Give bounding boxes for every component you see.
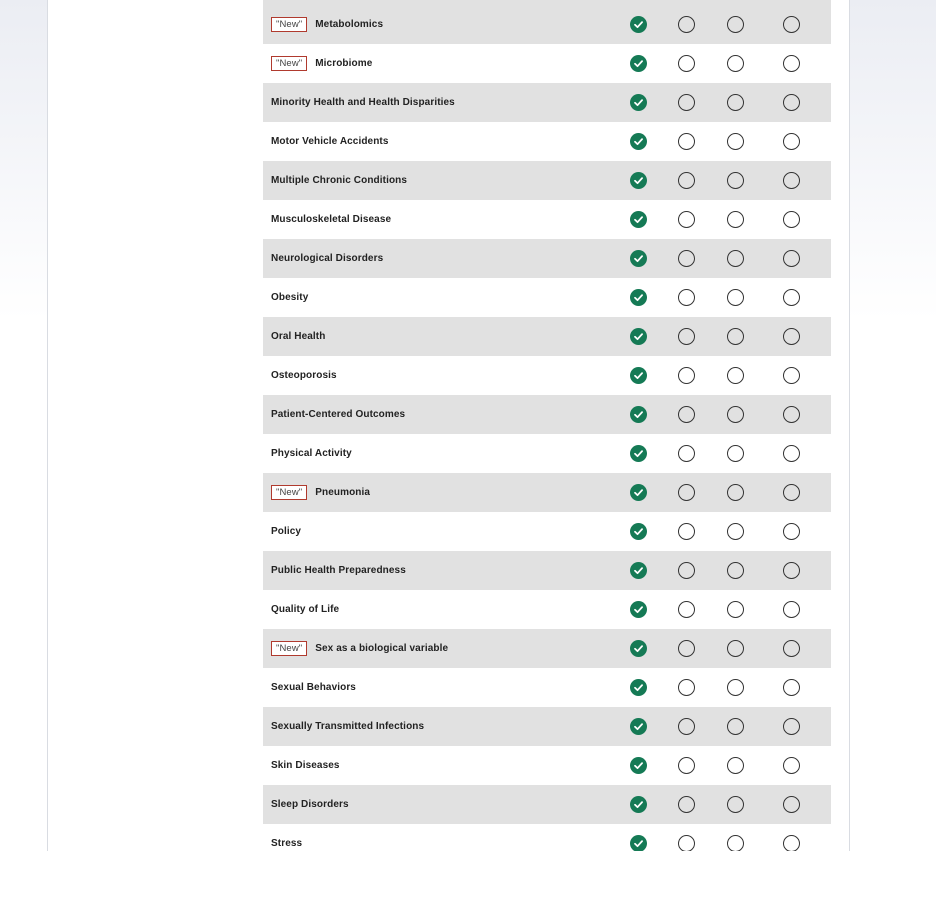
- topic-name: Sex as a biological variable: [315, 643, 449, 654]
- check-circle-icon[interactable]: [630, 601, 647, 618]
- radio-icon[interactable]: [783, 406, 800, 423]
- radio-icon[interactable]: [727, 835, 744, 851]
- radio-icon[interactable]: [678, 601, 695, 618]
- radio-icon[interactable]: [783, 484, 800, 501]
- radio-icon[interactable]: [727, 250, 744, 267]
- check-circle-icon[interactable]: [630, 757, 647, 774]
- topic-label: [271, 239, 383, 278]
- topic-name: Osteoporosis: [271, 370, 337, 381]
- topic-name: Policy: [271, 526, 302, 537]
- topic-name: Minority Health and Health Disparities: [271, 97, 455, 108]
- radio-icon[interactable]: [727, 523, 744, 540]
- check-circle-icon[interactable]: [630, 250, 647, 267]
- radio-icon[interactable]: [783, 367, 800, 384]
- topic-name: Public Health Preparedness: [271, 565, 406, 576]
- check-circle-icon[interactable]: [630, 406, 647, 423]
- radio-icon[interactable]: [678, 718, 695, 735]
- table-row: [263, 122, 831, 161]
- topic-label: [271, 83, 455, 122]
- check-circle-icon[interactable]: [630, 835, 647, 851]
- topic-label: [271, 5, 383, 44]
- radio-icon[interactable]: [678, 289, 695, 306]
- topic-label: [271, 161, 407, 200]
- topic-name: Skin Diseases: [271, 760, 340, 771]
- radio-icon[interactable]: [727, 211, 744, 228]
- check-circle-icon[interactable]: [630, 172, 647, 189]
- topic-label: [271, 395, 405, 434]
- radio-icon[interactable]: [783, 211, 800, 228]
- check-circle-icon[interactable]: [630, 55, 647, 72]
- radio-icon[interactable]: [783, 562, 800, 579]
- radio-icon[interactable]: [678, 55, 695, 72]
- topic-label: [271, 668, 356, 707]
- radio-icon[interactable]: [727, 601, 744, 618]
- topic-name: Sleep Disorders: [271, 799, 349, 810]
- radio-icon[interactable]: [727, 679, 744, 696]
- check-circle-icon[interactable]: [630, 718, 647, 735]
- table-row: [263, 707, 831, 746]
- table-row: [263, 356, 831, 395]
- topic-label: [271, 551, 406, 590]
- check-circle-icon[interactable]: [630, 133, 647, 150]
- check-circle-icon[interactable]: [630, 328, 647, 345]
- table-row: [263, 200, 831, 239]
- radio-icon[interactable]: [727, 16, 744, 33]
- radio-icon[interactable]: [727, 757, 744, 774]
- radio-icon[interactable]: [678, 523, 695, 540]
- table-row: [263, 824, 831, 851]
- radio-icon[interactable]: [678, 679, 695, 696]
- topic-name: Oral Health: [271, 331, 326, 342]
- radio-icon[interactable]: [783, 757, 800, 774]
- check-circle-icon[interactable]: [630, 484, 647, 501]
- radio-icon[interactable]: [678, 367, 695, 384]
- table-row: [263, 5, 831, 44]
- topic-label: [271, 356, 337, 395]
- radio-icon[interactable]: [678, 250, 695, 267]
- topic-label: [271, 590, 339, 629]
- topic-name: Pneumonia: [315, 487, 371, 498]
- radio-icon[interactable]: [783, 796, 800, 813]
- check-circle-icon[interactable]: [630, 445, 647, 462]
- radio-icon[interactable]: [727, 445, 744, 462]
- radio-icon[interactable]: [678, 94, 695, 111]
- topic-label: [271, 785, 349, 824]
- radio-icon[interactable]: [727, 562, 744, 579]
- radio-icon[interactable]: [783, 445, 800, 462]
- radio-icon[interactable]: [783, 328, 800, 345]
- check-circle-icon[interactable]: [630, 94, 647, 111]
- radio-icon[interactable]: [678, 406, 695, 423]
- radio-icon[interactable]: [727, 640, 744, 657]
- table-row: [263, 44, 831, 83]
- radio-icon[interactable]: [678, 133, 695, 150]
- radio-icon[interactable]: [678, 445, 695, 462]
- topic-label: [271, 434, 352, 473]
- radio-icon[interactable]: [783, 640, 800, 657]
- check-circle-icon[interactable]: [630, 640, 647, 657]
- topic-label: [271, 200, 391, 239]
- radio-icon[interactable]: [727, 328, 744, 345]
- table-row: [263, 395, 831, 434]
- check-circle-icon[interactable]: [630, 211, 647, 228]
- radio-icon[interactable]: [678, 562, 695, 579]
- topic-name: Physical Activity: [271, 448, 352, 459]
- radio-icon[interactable]: [727, 718, 744, 735]
- topic-label: [271, 629, 448, 668]
- radio-icon[interactable]: [678, 757, 695, 774]
- radio-icon[interactable]: [727, 55, 744, 72]
- radio-icon[interactable]: [783, 679, 800, 696]
- table-row: [263, 629, 831, 668]
- radio-icon[interactable]: [678, 835, 695, 851]
- radio-icon[interactable]: [783, 718, 800, 735]
- radio-icon[interactable]: [678, 328, 695, 345]
- topic-label: [271, 473, 370, 512]
- radio-icon[interactable]: [727, 172, 744, 189]
- check-circle-icon[interactable]: [630, 679, 647, 696]
- radio-icon[interactable]: [727, 133, 744, 150]
- table-row: [263, 746, 831, 785]
- radio-icon[interactable]: [678, 796, 695, 813]
- topic-name: Sexual Behaviors: [271, 682, 356, 693]
- topic-name: Patient-Centered Outcomes: [271, 409, 406, 420]
- new-badge: "New": [271, 485, 307, 500]
- table-row: [263, 239, 831, 278]
- radio-icon[interactable]: [783, 601, 800, 618]
- table-row: [263, 590, 831, 629]
- topic-interest-table: [263, 5, 831, 851]
- topic-label: [271, 122, 389, 161]
- topic-label: [271, 278, 308, 317]
- radio-icon[interactable]: [727, 484, 744, 501]
- table-row: [263, 551, 831, 590]
- topic-label: [271, 512, 301, 551]
- radio-icon[interactable]: [678, 211, 695, 228]
- topic-name: Sexually Transmitted Infections: [271, 721, 425, 732]
- topic-label: [271, 44, 372, 83]
- table-row: [263, 161, 831, 200]
- radio-icon[interactable]: [783, 133, 800, 150]
- check-circle-icon[interactable]: [630, 523, 647, 540]
- topic-label: [271, 707, 424, 746]
- radio-icon[interactable]: [727, 406, 744, 423]
- topic-name: Musculoskeletal Disease: [271, 214, 392, 225]
- new-badge: "New": [271, 17, 307, 32]
- radio-icon[interactable]: [727, 796, 744, 813]
- check-circle-icon[interactable]: [630, 367, 647, 384]
- table-row: [263, 785, 831, 824]
- topic-name: Motor Vehicle Accidents: [271, 136, 389, 147]
- radio-icon[interactable]: [783, 250, 800, 267]
- table-row: [263, 512, 831, 551]
- topic-name: Microbiome: [315, 58, 373, 69]
- new-badge: "New": [271, 56, 307, 71]
- radio-icon[interactable]: [783, 172, 800, 189]
- table-row: [263, 83, 831, 122]
- table-row: [263, 317, 831, 356]
- topic-label: [271, 746, 340, 785]
- check-circle-icon[interactable]: [630, 16, 647, 33]
- radio-icon[interactable]: [783, 523, 800, 540]
- radio-icon[interactable]: [783, 289, 800, 306]
- topic-label: [271, 317, 325, 356]
- radio-icon[interactable]: [727, 289, 744, 306]
- table-row: [263, 434, 831, 473]
- check-circle-icon[interactable]: [630, 796, 647, 813]
- radio-icon[interactable]: [783, 835, 800, 851]
- topic-name: Stress: [271, 838, 303, 849]
- radio-icon[interactable]: [783, 94, 800, 111]
- topic-name: Neurological Disorders: [271, 253, 384, 264]
- radio-icon[interactable]: [678, 172, 695, 189]
- topic-name: Metabolomics: [315, 19, 384, 30]
- check-circle-icon[interactable]: [630, 289, 647, 306]
- content-panel: [47, 0, 850, 851]
- topic-name: Quality of Life: [271, 604, 340, 615]
- topic-name: Multiple Chronic Conditions: [271, 175, 408, 186]
- radio-icon[interactable]: [783, 16, 800, 33]
- radio-icon[interactable]: [678, 16, 695, 33]
- radio-icon[interactable]: [727, 367, 744, 384]
- radio-icon[interactable]: [783, 55, 800, 72]
- new-badge: "New": [271, 641, 307, 656]
- radio-icon[interactable]: [678, 640, 695, 657]
- table-row: [263, 278, 831, 317]
- table-row: [263, 668, 831, 707]
- radio-icon[interactable]: [727, 94, 744, 111]
- table-row: [263, 473, 831, 512]
- topic-name: Obesity: [271, 292, 309, 303]
- check-circle-icon[interactable]: [630, 562, 647, 579]
- topic-label: [271, 824, 302, 851]
- radio-icon[interactable]: [678, 484, 695, 501]
